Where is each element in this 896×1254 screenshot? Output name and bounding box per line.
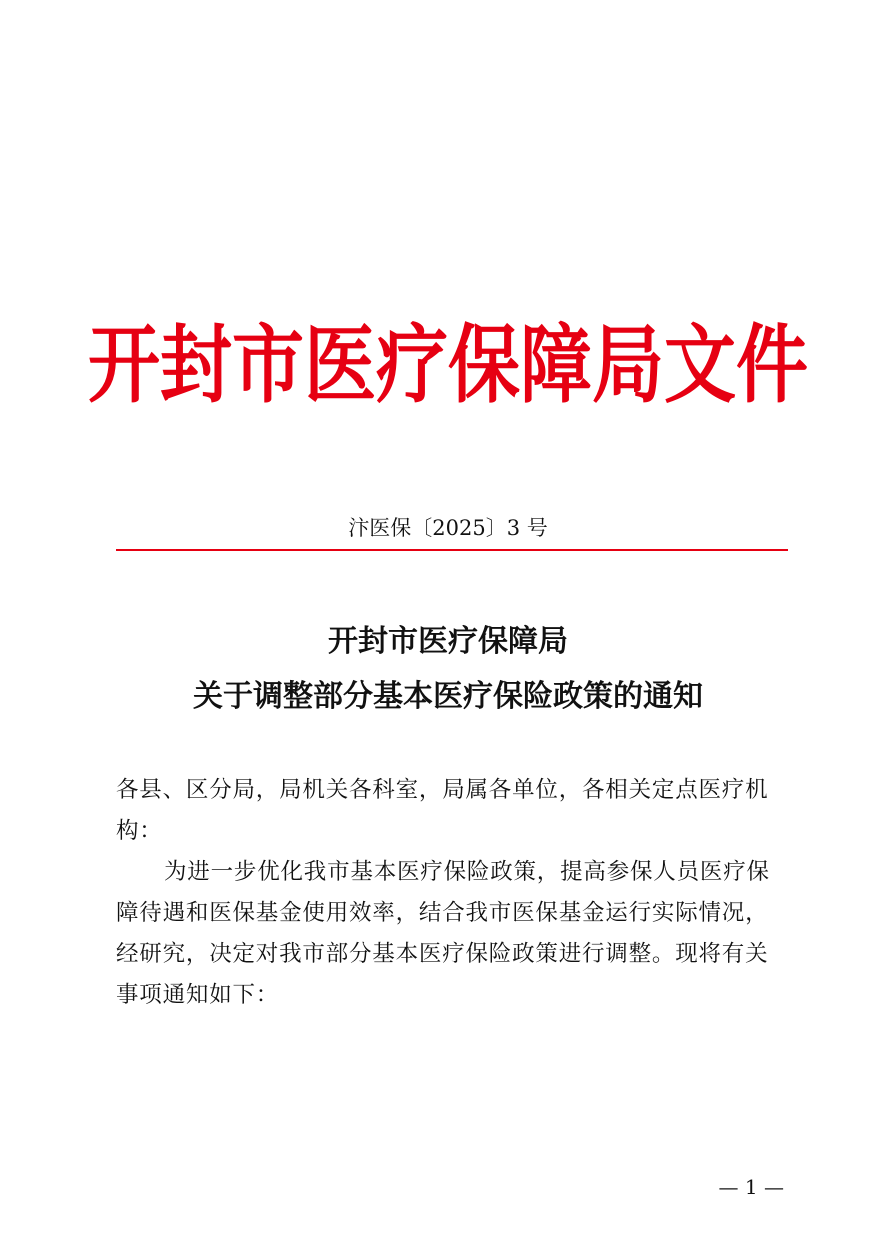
page-number: — 1 — <box>718 1175 784 1199</box>
salutation: 各县、区分局，局机关各科室，局属各单位，各相关定点医疗机构： <box>116 777 769 844</box>
document-title-line-1: 开封市医疗保障局 <box>328 624 568 659</box>
red-separator-line <box>116 549 788 551</box>
document-title-line-2: 关于调整部分基本医疗保险政策的通知 <box>193 679 703 714</box>
body-paragraph: 为进一步优化我市基本医疗保险政策，提高参保人员医疗保障待遇和医保基金使用效率，结合我市医保基金运行实际情况，经研究，决定对我市部分基本医疗保险政策进行调整。现将有关事项通知如下： <box>116 859 770 1008</box>
document-body <box>116 770 788 1016</box>
document-number: 汴医保〔2025〕3 号 <box>348 516 548 540</box>
document-masthead: 开封市医疗保障局文件 <box>87 314 808 415</box>
